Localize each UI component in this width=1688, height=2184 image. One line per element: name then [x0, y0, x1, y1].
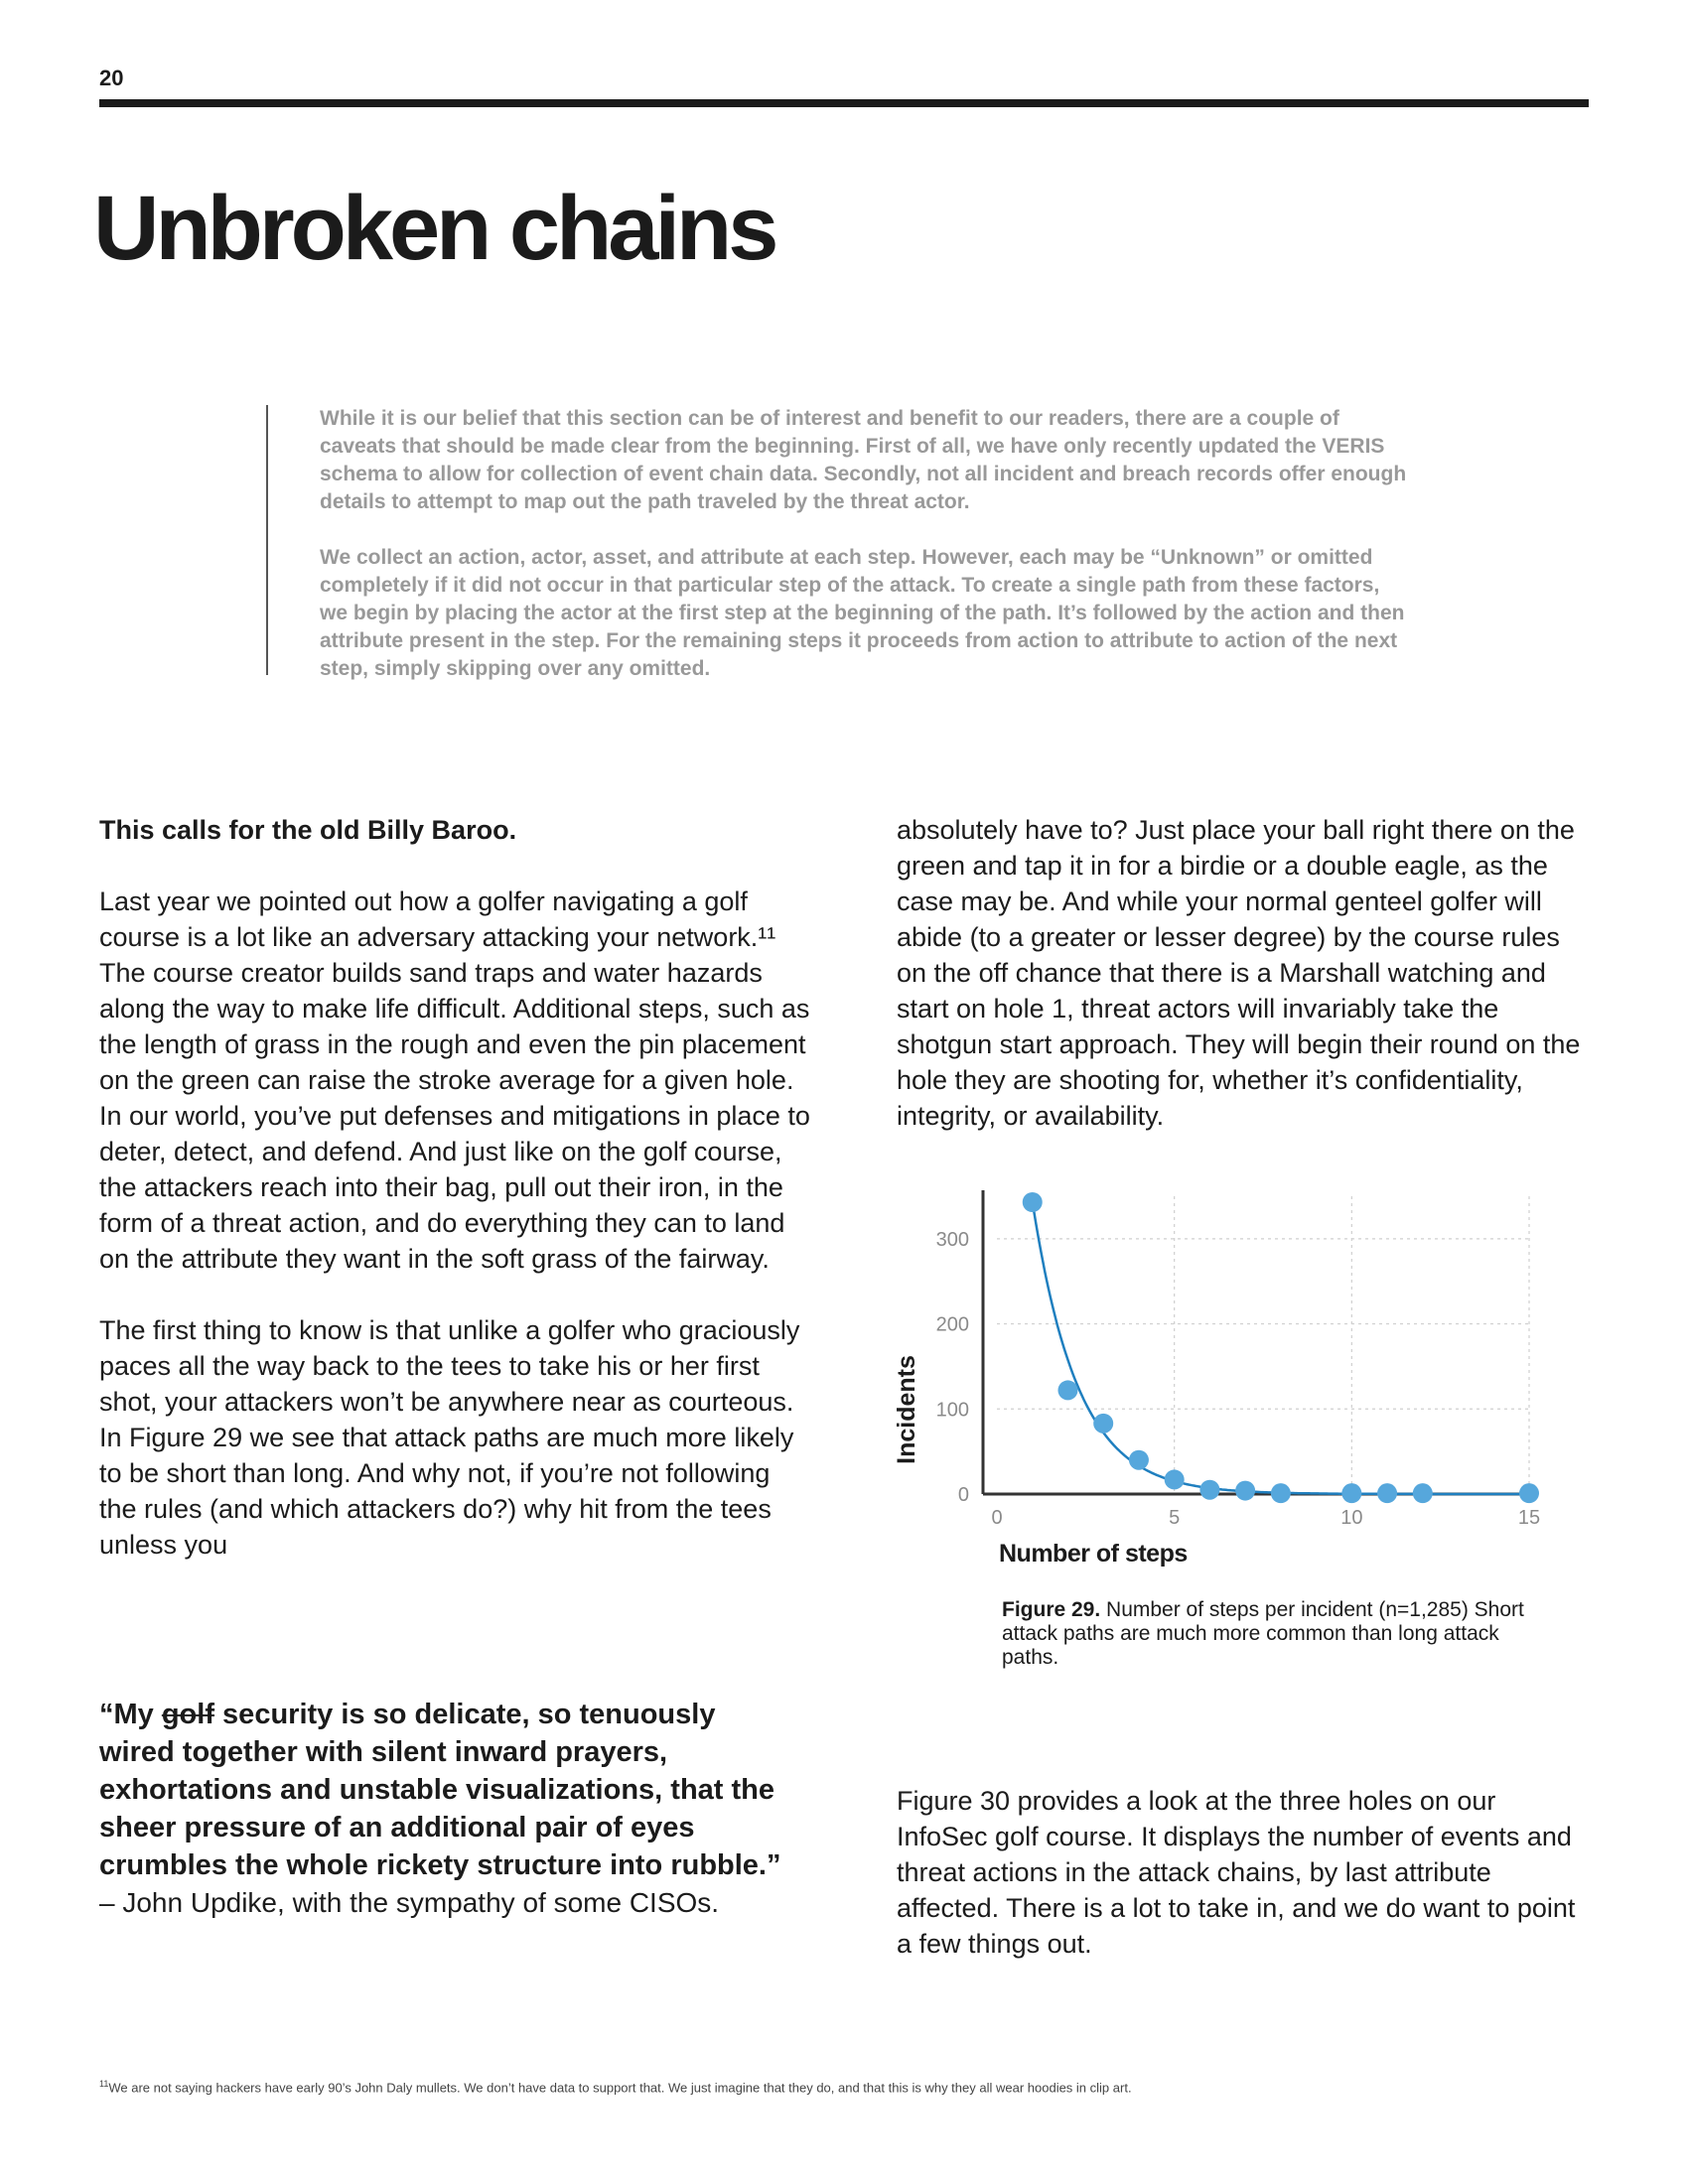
figure-caption [1002, 1598, 1558, 1670]
data-point [1165, 1469, 1185, 1489]
y-tick-label: 100 [935, 1399, 969, 1422]
quote-text [99, 1696, 794, 1884]
data-point [1057, 1380, 1077, 1400]
data-point [1199, 1480, 1219, 1500]
quote-struck-word: golf [161, 1699, 214, 1730]
quote-open: “My [99, 1699, 162, 1730]
x-axis-title: Number of steps [999, 1540, 1188, 1568]
y-axis-title: Incidents [893, 1355, 920, 1464]
y-tick-label: 200 [935, 1313, 969, 1336]
right-column-top [897, 812, 1592, 1169]
figure-label: Figure 29. [1002, 1598, 1101, 1621]
data-point [1023, 1192, 1043, 1212]
left-paragraph-1: Last year we pointed out how a golfer navigating a golf course is a lot like an adversary attacking your network.¹¹ The course creator builds sand traps and water hazards along the way to make life difficult. Additional steps, such as the length of grass in the rough and even the pin placement on the green can raise the stroke average for a given hole. In our world, you’ve put defenses and mitigations in place to deter, detect, and defend. And just like on the golf course, the attackers reach into their bag, pull out their iron, in the form of a threat action, and do everything they can to land on the attribute they want in the soft grass of the fairway. [99, 887, 810, 1274]
pull-quote [99, 1696, 794, 1922]
right-paragraph-1: absolutely have to? Just place your ball right there on the green and tap it in for a birdie or a double eagle, as the case may be. And while your normal genteel golfer will abide (to a greater or lesser degree) by the course rules on the off chance that there is a Marshall watching and start on hole 1, threat actors will invariably take the shotgun start approach. They will begin their round on the hole they are shooting for, whether it’s confidentiality, integrity, or availability. [897, 815, 1581, 1131]
data-point [1093, 1414, 1113, 1433]
data-point [1377, 1483, 1397, 1503]
quote-body: security is so delicate, so tenuously wired together with silent inward prayers, exhortations and unstable visualizations, that the sheer pressure of an additional pair of eyes crumbles the whole rickety structure into rubble.” [99, 1699, 781, 1881]
intro-paragraph-1: While it is our belief that this section can be of interest and benefit to our readers, there are a couple of caveats that should be made clear from the beginning. First of all, we have only recently updated the VERIS schema to allow for collection of event chain data. Secondly, not all incident and breach records offer enough details to attempt to map out the path traveled by the threat actor. [320, 407, 1407, 513]
x-tick-label: 0 [991, 1507, 1003, 1529]
intro-paragraph-2: We collect an action, actor, asset, and attribute at each step. However, each may be “Unknown” or omitted completely if it did not occur in that particular step of the attack. To create a single path from these factors, we begin by placing the actor at the first step at the beginning of the path. It’s followed by the action and then attribute present in the step. For the remaining steps it proceeds from action to attribute to action of the next step, simply skipping over any omitted. [320, 546, 1405, 680]
figure-caption-text: Number of steps per incident (n=1,285) Short attack paths are much more common than long attack paths. [1002, 1598, 1524, 1669]
header-rule [99, 99, 1589, 107]
x-tick-label: 15 [1517, 1507, 1541, 1529]
y-tick-label: 300 [935, 1228, 969, 1251]
chart-svg [889, 1186, 1564, 1583]
left-paragraph-2: The first thing to know is that unlike a golfer who graciously paces all the way back to the tees to take his or her first shot, your attackers won’t be anywhere near as courteous. In Figure 29 we see that attack paths are much more likely to be short than long. And why not, if you’re not following the rules (and which attackers do?) why hit from the tees unless you [99, 1315, 800, 1560]
fit-curve [1033, 1201, 1528, 1494]
footnote-text: We are not saying hackers have early 90’s John Daly mullets. We don’t have data to support that. We just imagine that they do, and that this is why they all wear hoodies in clip art. [108, 2080, 1132, 2096]
x-tick-label: 5 [1169, 1507, 1181, 1529]
right-paragraph-2: Figure 30 provides a look at the three holes on our InfoSec golf course. It displays the number of events and threat actions in the attack chains, by last attribute affected. There is a lot to take in, and we do want to point a few things out. [897, 1786, 1576, 1959]
right-column-bottom [897, 1783, 1592, 1997]
data-point [1413, 1483, 1433, 1503]
footnote [99, 2079, 1132, 2095]
x-tick-label: 10 [1340, 1507, 1363, 1529]
intro-callout [266, 405, 1410, 680]
data-point [1341, 1483, 1361, 1503]
quote-attribution: – John Updike, with the sympathy of some CISOs. [99, 1887, 720, 1918]
data-point [1129, 1450, 1149, 1470]
page-title: Unbroken chains [93, 178, 775, 279]
data-point [1271, 1483, 1291, 1503]
figure-29-chart [889, 1186, 1564, 1583]
y-tick-label: 0 [957, 1484, 969, 1506]
data-point [1235, 1481, 1255, 1501]
data-point [1519, 1483, 1539, 1503]
section-subhead: This calls for the old Billy Baroo. [99, 815, 517, 845]
left-column [99, 812, 814, 1598]
page-number: 20 [99, 66, 124, 90]
footnote-marker: 11 [99, 2079, 109, 2089]
